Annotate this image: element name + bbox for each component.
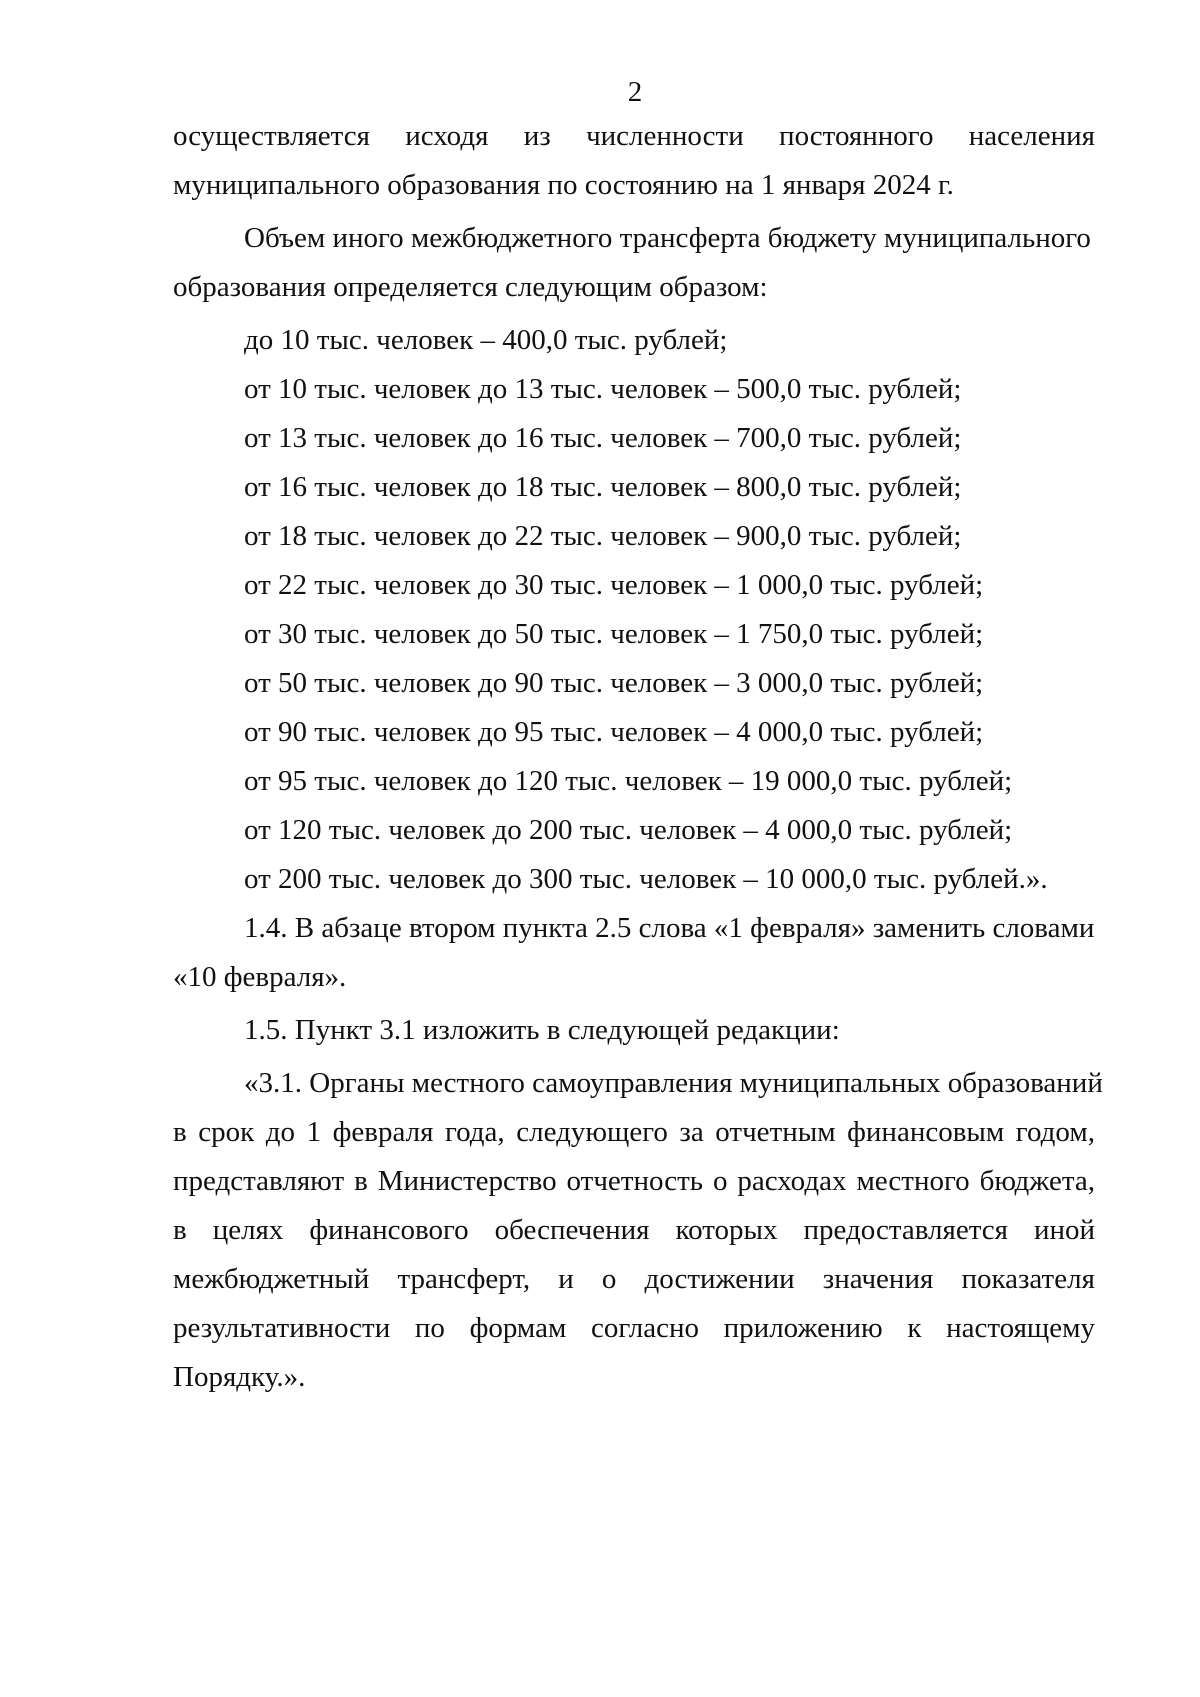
word: результативности: [173, 1312, 391, 1344]
word: финансового: [309, 1214, 469, 1246]
word: межбюджетный: [173, 1263, 370, 1295]
scale-item: от 50 тыс. человек до 90 тыс. человек – 3 000,0 тыс. рублей;: [244, 667, 984, 699]
word: года,: [444, 1116, 505, 1148]
word: настоящему: [946, 1312, 1095, 1344]
word: Министерство: [377, 1165, 557, 1197]
scale-item: от 10 тыс. человек до 13 тыс. человек – 500,0 тыс. рублей;: [244, 373, 962, 405]
word: финансовым: [847, 1116, 1005, 1148]
word: численности: [586, 120, 744, 152]
document-body: [173, 112, 1103, 1402]
word: отчетность: [566, 1165, 703, 1197]
word: предоставляется: [803, 1214, 1008, 1246]
word: и: [558, 1263, 574, 1295]
word: исходя: [405, 120, 489, 152]
word: обеспечения: [494, 1214, 650, 1246]
transfer-scale-list: [173, 316, 1095, 904]
word: достижении: [644, 1263, 795, 1295]
item-3-1-line-6: [173, 1304, 1095, 1353]
word: о: [712, 1165, 728, 1197]
word: формам: [469, 1312, 567, 1344]
word: целях: [212, 1214, 284, 1246]
word: следующего: [516, 1116, 668, 1148]
word: согласно: [590, 1312, 699, 1344]
scale-item: от 16 тыс. человек до 18 тыс. человек – 800,0 тыс. рублей;: [244, 471, 962, 503]
word: постоянного: [779, 120, 934, 152]
word: местного: [856, 1165, 970, 1197]
scale-item: от 90 тыс. человек до 95 тыс. человек – 4 000,0 тыс. рублей;: [244, 716, 984, 748]
paragraph-1-line-2: муниципального образования по состоянию на 1 января 2024 г.: [173, 169, 954, 201]
word: расходах: [737, 1165, 847, 1197]
scale-item: от 120 тыс. человек до 200 тыс. человек – 4 000,0 тыс. рублей;: [244, 814, 1013, 846]
paragraph-2-line-1: Объем иного межбюджетного трансферта бюджету муниципального: [244, 222, 1091, 254]
word: из: [523, 120, 551, 152]
item-3-1-line-2: [173, 1108, 1095, 1157]
item-3-1-line-3: [173, 1157, 1095, 1206]
scale-item: от 22 тыс. человек до 30 тыс. человек – 1 000,0 тыс. рублей;: [244, 569, 984, 601]
word: показателя: [961, 1263, 1095, 1295]
word: иной: [1033, 1214, 1095, 1246]
word: до: [265, 1116, 296, 1148]
word: февраля: [332, 1116, 434, 1148]
item-3-1-line-4: [173, 1206, 1095, 1255]
scale-item: от 30 тыс. человек до 50 тыс. человек – 1 750,0 тыс. рублей;: [244, 618, 984, 650]
scale-item: от 13 тыс. человек до 16 тыс. человек – 700,0 тыс. рублей;: [244, 422, 962, 454]
word: отчетным: [715, 1116, 836, 1148]
word: годом,: [1015, 1116, 1095, 1148]
word: 1: [306, 1116, 322, 1148]
word: по: [414, 1312, 445, 1344]
word: за: [679, 1116, 704, 1148]
word: в: [173, 1116, 187, 1148]
page-number: 2: [627, 76, 643, 108]
word: населения: [968, 120, 1095, 152]
word: трансферт,: [397, 1263, 531, 1295]
item-3-1-line-5: [173, 1255, 1095, 1304]
scale-item: от 200 тыс. человек до 300 тыс. человек – 10 000,0 тыс. рублей.».: [244, 863, 1048, 895]
item-3-1-line-7: Порядку.».: [173, 1361, 306, 1393]
word: к: [907, 1312, 922, 1344]
word: срок: [198, 1116, 255, 1148]
item-1-5: 1.5. Пункт 3.1 изложить в следующей редакции:: [244, 1014, 840, 1046]
word: в: [354, 1165, 368, 1197]
word: о: [601, 1263, 617, 1295]
item-1-4-line-2: «10 февраля».: [173, 961, 347, 993]
scale-item: от 18 тыс. человек до 22 тыс. человек – 900,0 тыс. рублей;: [244, 520, 962, 552]
item-1-4-line-1: 1.4. В абзаце втором пункта 2.5 слова «1 февраля» заменить словами: [244, 912, 1095, 944]
item-3-1-line-1: «3.1. Органы местного самоуправления муниципальных образований: [244, 1067, 1103, 1099]
scale-item: от 95 тыс. человек до 120 тыс. человек – 19 000,0 тыс. рублей;: [244, 765, 1013, 797]
word: значения: [822, 1263, 934, 1295]
word: бюджета,: [979, 1165, 1095, 1197]
word: которых: [675, 1214, 778, 1246]
word: приложению: [723, 1312, 883, 1344]
paragraph-1-line-1: [173, 112, 1095, 161]
word: представляют: [173, 1165, 345, 1197]
word: в: [173, 1214, 187, 1246]
word: осуществляется: [173, 120, 370, 152]
scale-item: до 10 тыс. человек – 400,0 тыс. рублей;: [244, 324, 728, 356]
paragraph-2-line-2: образования определяется следующим образом:: [173, 271, 768, 303]
